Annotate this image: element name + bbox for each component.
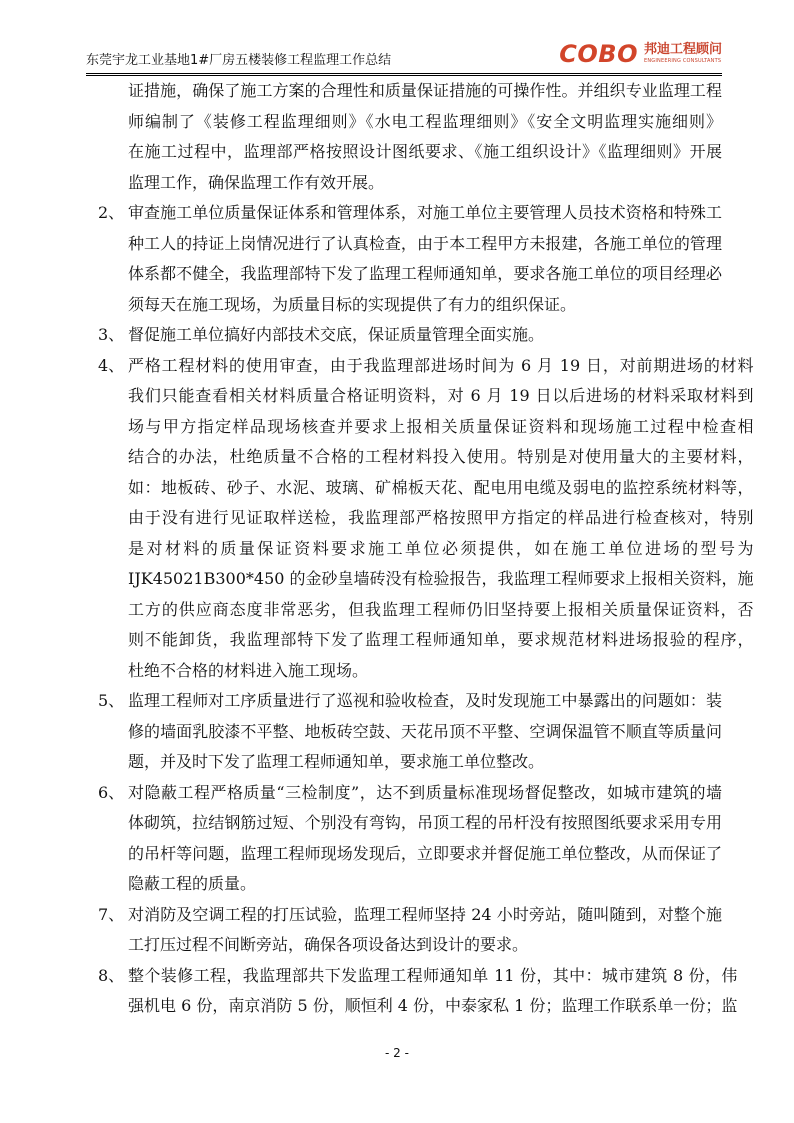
text-line: 隐蔽工程的质量。 [128,874,257,893]
item-number: 7、 [98,904,125,924]
item-text [128,686,722,778]
logo-text [644,42,722,64]
text-line: 的吊杆等问题，监理工程师现场发现后，立即要求并督促施工单位整改，从而保证了 [128,843,722,863]
item-number: 2、 [98,203,125,222]
list-item [98,900,722,961]
item-text [128,320,722,351]
text-line: 在施工过程中，监理部严格按照设计图纸要求、《施工组织设计》《监理细则》开展 [128,142,722,161]
text-line: 题，并及时下发了监理工程师通知单，要求施工单位整改。 [128,752,545,771]
logo-mark: COBO [559,40,638,68]
item-text [128,778,722,900]
text-line: 对隐蔽工程严格质量“三检制度”，达不到质量标准现场督促整改，如城市建筑的墙 [128,782,722,802]
text-line: 修的墙面乳胶漆不平整、地板砖空鼓、天花吊顶不平整、空调保温管不顺直等质量问 [128,721,722,741]
text-line: 监理工作，确保监理工作有效开展。 [128,172,385,192]
text-line: 体砌筑，拉结钢筋过短、个别没有弯钩，吊顶工程的吊杆没有按照图纸要求采用专用 [128,813,722,832]
page-header [86,42,722,72]
logo-en-name: ENGINEERING CONSULTANTS [643,58,722,64]
item-text [128,198,722,320]
list-item [98,961,738,1022]
text-line: 整个装修工程，我监理部共下发监理工程师通知单 11 份，其中：城市建筑 8 份，伟 [128,965,738,985]
text-line: 强机电 6 份，南京消防 5 份，顺恒利 4 份，中泰家私 1 份；监理工作联系单一份；监 [128,996,738,1015]
text-line: 工方的供应商态度非常恶劣，但我监理工程师仍旧坚持要上报相关质量保证资料，否 [128,599,754,619]
text-line: 如：地板砖、砂子、水泥、玻璃、矿棉板天花、配电用电缆及弱电的监控系统材料等， [128,477,754,497]
text-line: 严格工程材料的使用审查，由于我监理部进场时间为 6 月 19 日，对前期进场的材料 [128,355,754,375]
item-number: 4、 [98,355,125,375]
header-rule [86,73,722,74]
logo-cn-name: 邦迪工程顾问 [643,42,722,57]
list-item [98,198,722,320]
text-line: 则不能卸货，我监理部特下发了监理工程师通知单，要求规范材料进场报验的程序， [128,630,754,649]
text-line: 工打压过程不间断旁站，确保各项设备达到设计的要求。 [128,935,529,954]
list-item [98,351,754,687]
item-number: 8、 [98,965,125,985]
list-item [98,778,722,900]
document-body [98,76,754,1022]
text-line: 杜绝不合格的材料进入施工现场。 [128,660,369,680]
text-line: 证措施，确保了施工方案的合理性和质量保证措施的可操作性。并组织专业监理工程 [128,81,722,100]
item-number: 5、 [98,691,125,710]
text-line: 督促施工单位搞好内部技术交底，保证质量管理全面实施。 [128,325,545,344]
text-line: IJK45021B300*450 的金砂皇墙砖没有检验报告，我监理工程师要求上报相关资料，施 [128,569,754,588]
text-line: 师编制了《装修工程监理细则》《水电工程监理细则》《安全文明监理实施细则》 [128,111,722,131]
list-item [98,320,722,351]
item-number: 6、 [98,782,125,802]
text-line: 由于没有进行见证取样送检，我监理部严格按照甲方指定的样品进行检查核对，特别 [128,508,754,527]
text-line: 是对材料的质量保证资料要求施工单位必须提供，如在施工单位进场的型号为 [128,538,754,558]
text-line: 场与甲方指定样品现场核查并要求上报相关质量保证资料和现场施工过程中检查相 [128,416,754,436]
company-logo [559,42,722,70]
text-line: 须每天在施工现场，为质量目标的实现提供了有力的组织保证。 [128,294,577,314]
text-line: 监理工程师对工序质量进行了巡视和验收检查，及时发现施工中暴露出的问题如：装 [128,691,722,710]
item-number: 3、 [98,325,125,344]
text-line: 我们只能查看相关材料质量合格证明资料，对 6 月 19 日以后进场的材料采取材料到 [128,386,754,405]
text-line: 种工人的持证上岗情况进行了认真检查，由于本工程甲方未报建，各施工单位的管理 [128,233,722,253]
text-line: 结合的办法，杜绝质量不合格的工程材料投入使用。特别是对使用量大的主要材料， [128,447,754,466]
text-line: 对消防及空调工程的打压试验，监理工程师坚持 24 小时旁站，随叫随到，对整个施 [128,904,722,924]
item-text [128,900,722,961]
continued-paragraph [98,76,722,198]
list-item [98,686,722,778]
text-line: 审查施工单位质量保证体系和管理体系，对施工单位主要管理人员技术资格和特殊工 [128,203,722,222]
page-number: - 2 - [385,1046,409,1060]
item-text [128,961,737,1022]
header-title: 东莞宇龙工业基地1#厂房五楼装修工程监理工作总结 [86,53,392,68]
text-line: 体系都不健全，我监理部特下发了监理工程师通知单，要求各施工单位的项目经理必 [128,264,722,283]
item-text [128,351,754,687]
